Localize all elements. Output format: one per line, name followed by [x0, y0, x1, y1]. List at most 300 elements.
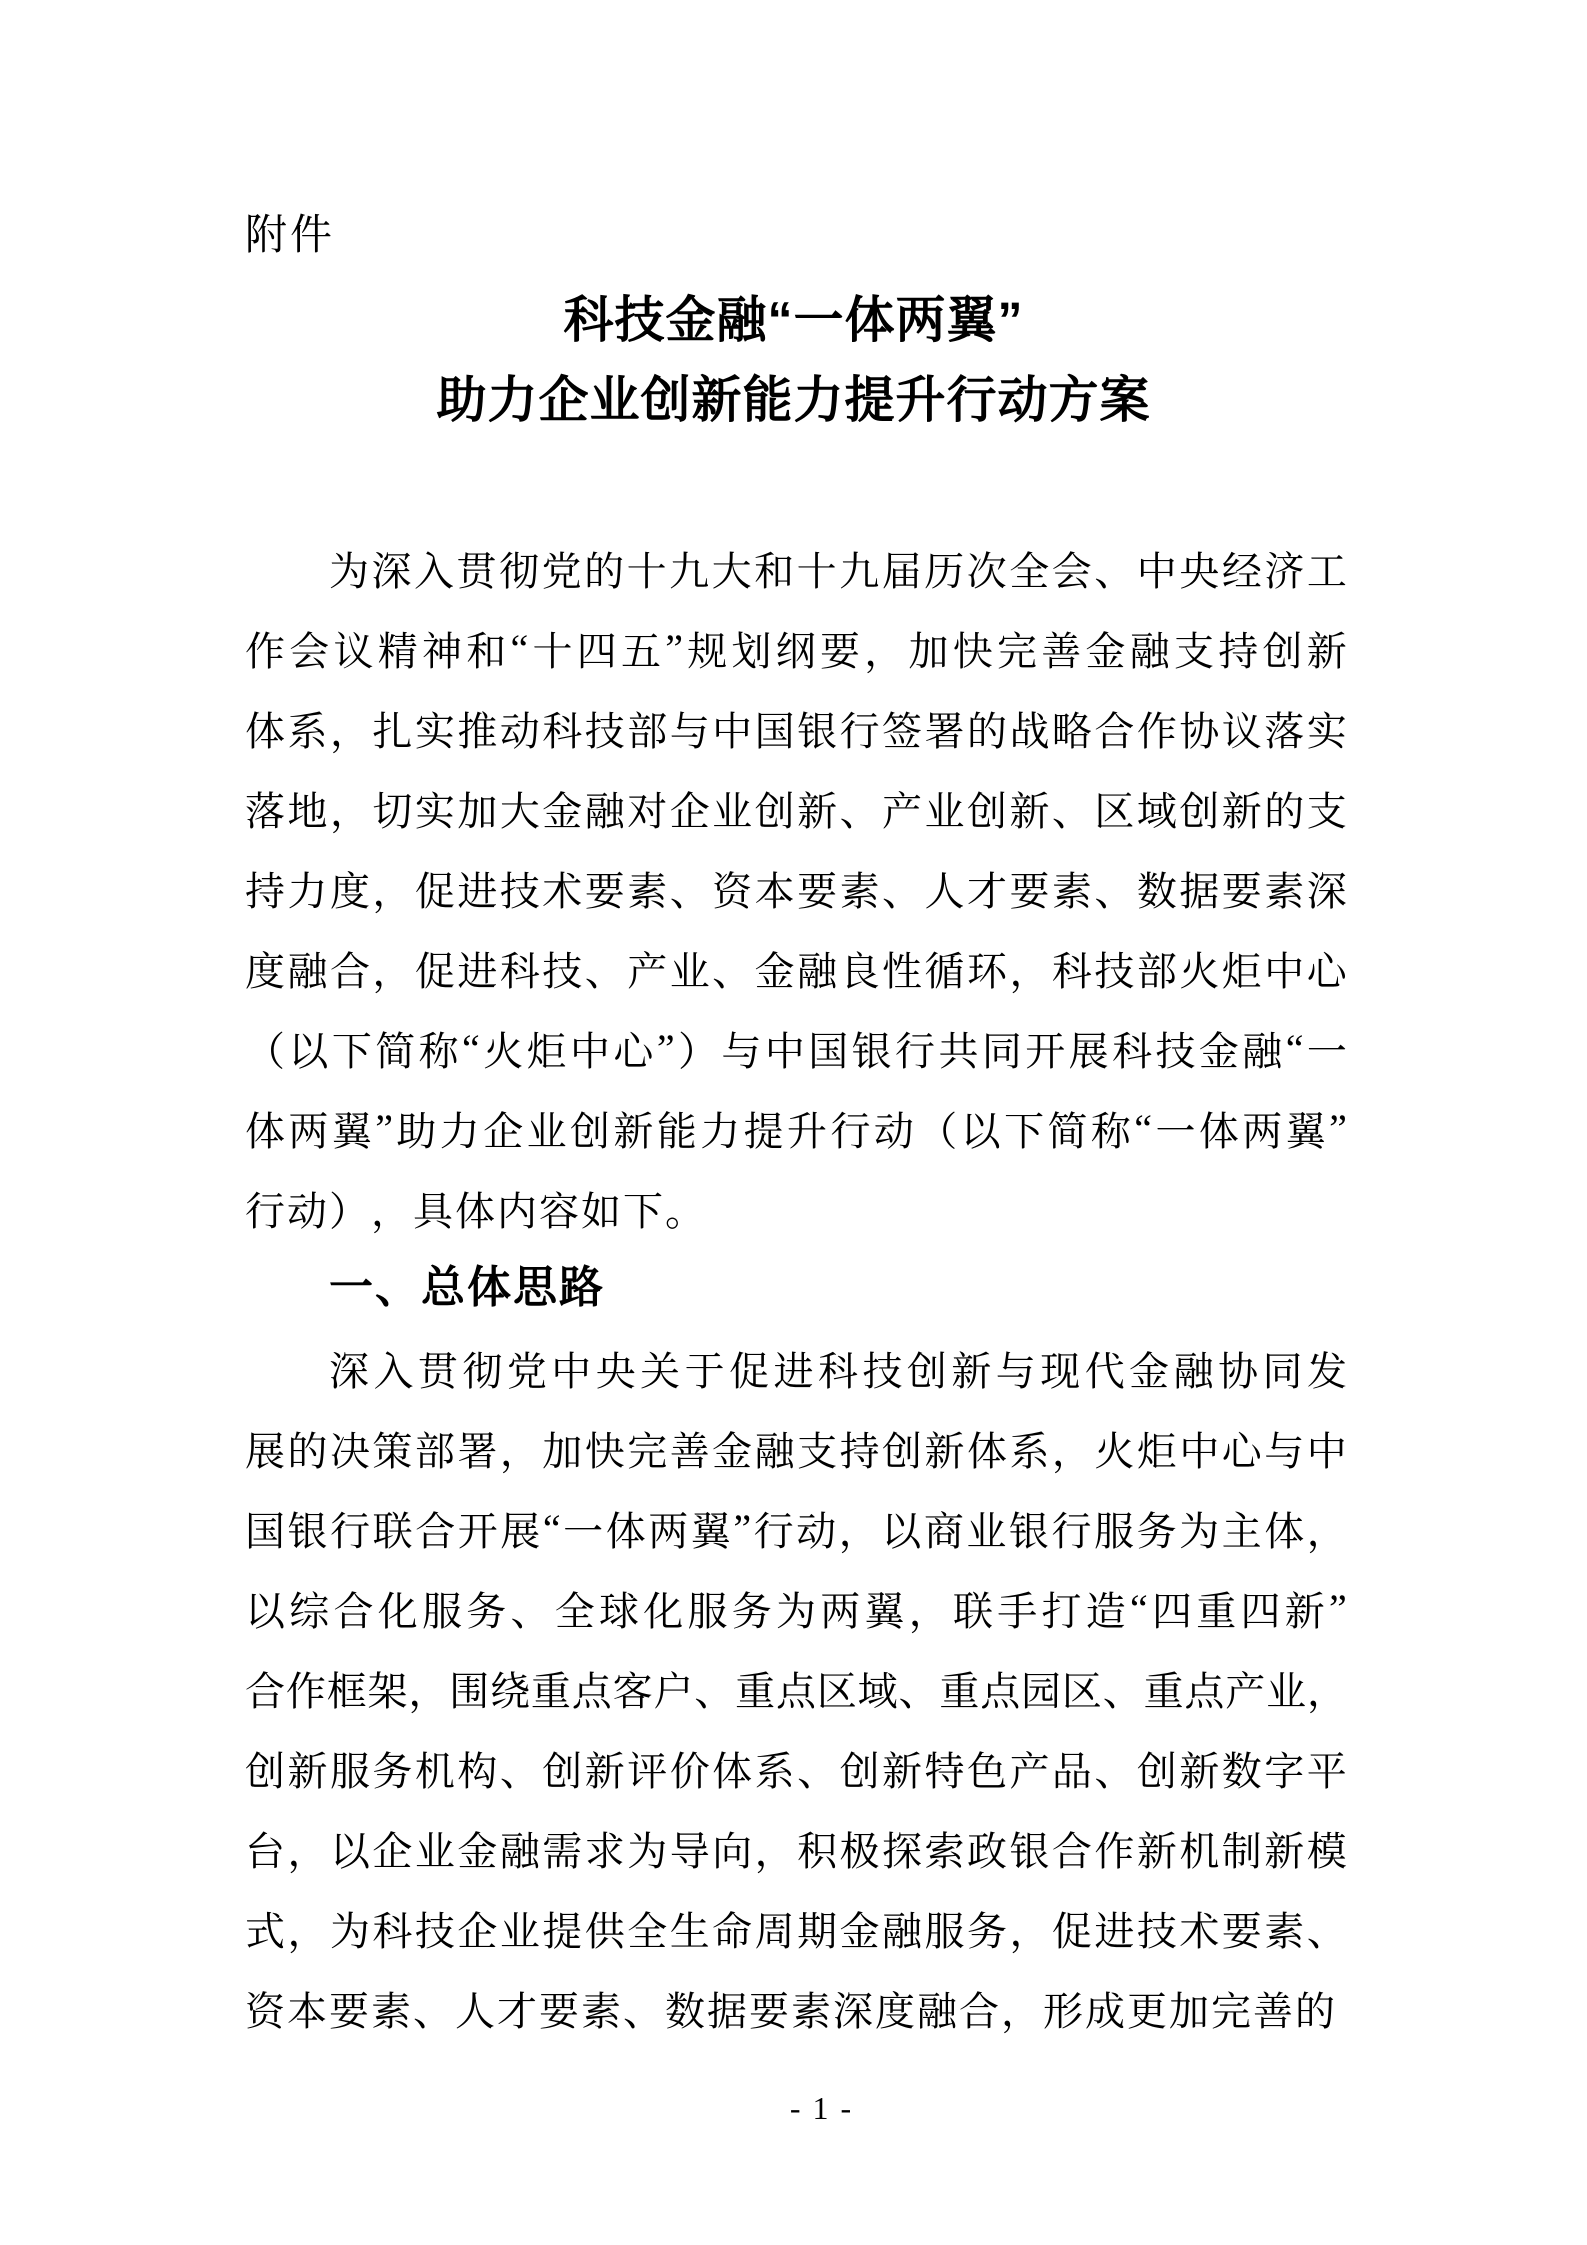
text-char: 次 [966, 548, 1007, 594]
text-char: 数 [1221, 1748, 1262, 1794]
text-char: 新 [951, 1348, 992, 1394]
text-char: 入 [373, 1348, 414, 1394]
text-line [245, 1888, 1347, 1968]
text-char: 纲 [775, 628, 816, 674]
text-char: ” [1329, 1105, 1347, 1151]
text-char: 客 [612, 1668, 653, 1714]
text-char: 贯 [417, 1348, 458, 1394]
text-char: 、 [669, 868, 710, 914]
section-1-paragraph [245, 1328, 1347, 2048]
text-char: 央 [595, 1348, 636, 1394]
text-char: ， [287, 1828, 328, 1874]
text-char: 合 [333, 1588, 374, 1634]
text-char: 十 [626, 548, 667, 594]
text-char: ， [499, 1428, 540, 1474]
text-line [245, 1808, 1347, 1888]
text-char: 议 [1221, 708, 1262, 754]
text-char: 以 [288, 1028, 329, 1074]
text-char: 索 [924, 1828, 965, 1874]
text-char: 周 [754, 1908, 795, 1954]
text-char: 要 [1221, 1908, 1262, 1954]
text-char: 切 [372, 788, 413, 834]
text-char: 创 [839, 1748, 880, 1794]
text-char: 才 [966, 868, 1007, 914]
text-char: 五 [621, 628, 662, 674]
text-line [245, 848, 1347, 928]
text-char: 国 [754, 708, 795, 754]
text-line [245, 1088, 1347, 1168]
text-char: 工 [1306, 548, 1347, 594]
text-char: 四 [1152, 1588, 1193, 1634]
text-char: 资 [712, 868, 753, 914]
text-char: 力 [439, 1108, 480, 1154]
text-char: 四 [576, 628, 617, 674]
document-title [0, 280, 1587, 440]
text-char: 化 [377, 1588, 418, 1634]
text-char: 企 [669, 788, 710, 834]
text-char: 持 [1218, 628, 1259, 674]
text-char: 共 [938, 1028, 979, 1074]
text-char: 科 [817, 1348, 858, 1394]
text-char: 的 [584, 548, 625, 594]
text-char: 加 [908, 628, 949, 674]
text-char: ， [372, 868, 413, 914]
text-char: 融 [754, 1428, 795, 1474]
text-char: 党 [506, 1348, 547, 1394]
text-char: 力 [700, 1108, 741, 1154]
text-char: 务 [966, 1908, 1007, 1954]
text-char: 术 [1179, 1908, 1220, 1954]
text-char: 全 [1009, 548, 1050, 594]
text-char: 展 [500, 1508, 541, 1554]
text-char: 的 [287, 1428, 328, 1474]
text-char: 容 [539, 1188, 579, 1234]
text-char: ” [665, 625, 684, 671]
text-char: 围 [449, 1668, 490, 1714]
text-char: 火 [1094, 1428, 1135, 1474]
text-char: 支 [1306, 788, 1347, 834]
text-char: 经 [1221, 548, 1262, 594]
text-char: 十 [796, 548, 837, 594]
text-char: 区 [1094, 788, 1135, 834]
text-char: 业 [669, 948, 710, 994]
text-char: 两 [820, 1588, 861, 1634]
text-char: 行 [330, 1508, 371, 1554]
text-char: 下 [331, 1028, 372, 1074]
text-char: 金 [1129, 1348, 1170, 1394]
text-char: 特 [924, 1748, 965, 1794]
text-char: 企 [372, 1828, 413, 1874]
text-char: 落 [1264, 708, 1305, 754]
text-char: 度 [245, 948, 285, 994]
text-char: 彻 [499, 548, 540, 594]
text-line [245, 1408, 1347, 1488]
text-char: 署 [924, 708, 965, 754]
text-char: 新 [797, 788, 838, 834]
text-char: 本 [287, 1988, 327, 2034]
text-char: 素 [839, 868, 880, 914]
text-char: 议 [333, 628, 374, 674]
text-char: 中 [1306, 1428, 1347, 1474]
text-char: 签 [882, 708, 923, 754]
text-char: 与 [669, 708, 710, 754]
text-char: 商 [923, 1508, 964, 1554]
text-line [245, 1008, 1347, 1088]
text-char: 业 [1266, 1668, 1307, 1714]
text-char: 评 [627, 1748, 668, 1794]
text-char: 科 [542, 708, 583, 754]
text-char: 服 [924, 1908, 965, 1954]
text-char: 创 [1262, 628, 1303, 674]
text-char: 系 [287, 708, 328, 754]
text-char: 式 [245, 1908, 285, 1954]
text-char: 科 [372, 1908, 413, 1954]
text-char: 升 [787, 1108, 828, 1154]
text-char: 炬 [1136, 1428, 1177, 1474]
text-char: 金 [542, 788, 583, 834]
text-char: 台 [245, 1828, 285, 1874]
text-char: 、 [623, 1988, 663, 2034]
text-line [245, 1968, 1347, 2048]
text-char: 要 [1221, 868, 1262, 914]
text-char: 供 [584, 1908, 625, 1954]
text-char: 新 [882, 1748, 923, 1794]
text-char: 动 [796, 1508, 837, 1554]
text-char: 打 [1041, 1588, 1082, 1634]
text-char: 完 [627, 1428, 668, 1474]
text-char: 部 [1136, 948, 1177, 994]
text-char: 提 [743, 1108, 784, 1154]
text-char: ） [678, 1028, 718, 1074]
text-char: 九 [669, 548, 710, 594]
text-char: 资 [245, 1988, 285, 2034]
text-char: 展 [1068, 1028, 1109, 1074]
text-char: 素 [791, 1988, 831, 2034]
text-char: 、 [584, 948, 625, 994]
text-char: 的 [1295, 1988, 1335, 2034]
text-char: 良 [839, 948, 880, 994]
text-char: 新 [584, 1748, 625, 1794]
text-char: 、 [413, 1988, 453, 2034]
text-char: 翼 [864, 1588, 905, 1634]
text-char: 要 [1009, 868, 1050, 914]
text-char: 于 [684, 1348, 725, 1394]
text-char: 数 [1136, 868, 1177, 914]
text-char: 深 [1306, 868, 1347, 914]
text-char: 具 [413, 1188, 453, 1234]
text-char: 国 [245, 1508, 285, 1554]
text-char: 下 [1004, 1108, 1045, 1154]
text-char: 合 [1094, 708, 1135, 754]
text-char: 两 [1242, 1108, 1283, 1154]
attachment-label: 附件 [245, 213, 336, 259]
text-char: 技 [1155, 1028, 1196, 1074]
text-char: 区 [1061, 1668, 1102, 1714]
text-line [245, 528, 1347, 608]
text-char: 要 [797, 868, 838, 914]
text-char: 合 [1051, 1828, 1092, 1874]
text-char: 现 [1040, 1348, 1081, 1394]
text-char: 支 [797, 1428, 838, 1474]
text-char: 新 [1221, 788, 1262, 834]
text-char: 金 [839, 1908, 880, 1954]
text-char: 素 [1051, 868, 1092, 914]
text-char: “ [1134, 1105, 1153, 1151]
text-char: 会 [289, 628, 330, 674]
text-char: 央 [1179, 548, 1220, 594]
text-char: 融 [1242, 1028, 1283, 1074]
text-char: 素 [1264, 1908, 1305, 1954]
text-char: 创 [1179, 788, 1220, 834]
text-char: 实 [414, 788, 455, 834]
text-char: 科 [1112, 1028, 1153, 1074]
text-char: 区 [816, 1668, 857, 1714]
text-char: 品 [1051, 1748, 1092, 1794]
text-char: 翼 [690, 1508, 731, 1554]
text-char: 银 [1008, 1508, 1049, 1554]
text-char: 翼 [331, 1108, 372, 1154]
text-char: 联 [953, 1588, 993, 1634]
text-char: 。 [665, 1188, 705, 1234]
text-char: 银 [851, 1028, 892, 1074]
text-char: （ [917, 1108, 958, 1154]
text-char: 两 [288, 1108, 329, 1154]
text-char: 重 [1143, 1668, 1184, 1714]
text-char: 体 [712, 1748, 753, 1794]
text-char: 融 [287, 948, 328, 994]
text-char: 动 [499, 708, 540, 754]
text-char: 以 [881, 1508, 922, 1554]
text-char: 略 [1051, 708, 1092, 754]
text-char: 银 [797, 708, 838, 754]
text-char: 助 [396, 1108, 437, 1154]
text-char: 、 [499, 1748, 540, 1794]
text-char: 创 [570, 1108, 611, 1154]
text-char: 技 [542, 948, 583, 994]
text-char: 全 [554, 1588, 595, 1634]
text-char: 内 [497, 1188, 537, 1234]
text-char: 服 [329, 1748, 370, 1794]
text-char: 合 [415, 1508, 456, 1554]
text-char: “ [1285, 1025, 1304, 1071]
text-char: 体 [455, 1188, 495, 1234]
text-char: “ [462, 1025, 480, 1071]
text-char: 度 [329, 868, 370, 914]
text-char: 人 [455, 1988, 495, 2034]
text-char: 心 [1221, 1428, 1262, 1474]
text-char: 快 [952, 628, 993, 674]
text-char: 、 [1102, 1668, 1143, 1714]
text-char: 历 [924, 548, 965, 594]
text-char: 字 [1264, 1748, 1305, 1794]
text-char: 科 [499, 948, 540, 994]
text-char: 推 [457, 708, 498, 754]
text-char: 下 [623, 1188, 663, 1234]
text-char: 融 [584, 788, 625, 834]
text-char: 党 [541, 548, 582, 594]
text-char: 为 [776, 1588, 816, 1634]
text-char: 中 [551, 1348, 592, 1394]
text-char: 业 [414, 1828, 455, 1874]
text-char: 新 [1264, 1828, 1305, 1874]
text-char: 体 [605, 1508, 646, 1554]
text-char: 产 [882, 788, 923, 834]
text-char: 服 [1094, 1508, 1135, 1554]
text-char: 框 [326, 1668, 367, 1714]
text-char: 和 [754, 548, 795, 594]
text-char: 新 [924, 1428, 965, 1474]
text-line [245, 608, 1347, 688]
text-char: 一 [1306, 1028, 1347, 1074]
text-char: ， [1009, 1908, 1050, 1954]
text-char: 产 [1225, 1668, 1266, 1714]
text-char: 合 [329, 948, 370, 994]
text-char: 、 [1094, 548, 1135, 594]
text-char: 本 [754, 868, 795, 914]
text-char: 成 [1085, 1988, 1125, 2034]
text-char: 导 [669, 1828, 710, 1874]
text-char: 机 [1179, 1828, 1220, 1874]
text-char: 促 [729, 1348, 770, 1394]
text-char: 中 [1264, 948, 1305, 994]
text-char: 力 [287, 868, 328, 914]
title-line-2: 助力企业创新能力提升行动方案 [436, 372, 1151, 428]
text-char: 促 [1051, 1908, 1092, 1954]
text-char: 作 [1136, 708, 1177, 754]
text-char: 的 [966, 708, 1007, 754]
text-char: 和 [466, 628, 507, 674]
text-char: 务 [1136, 1508, 1177, 1554]
text-char: 体 [966, 1428, 1007, 1474]
text-char: ” [375, 1105, 393, 1151]
text-char: 融 [1129, 628, 1170, 674]
text-line [245, 688, 1347, 768]
text-char: 重 [530, 1668, 571, 1714]
text-char: 为 [329, 548, 369, 594]
text-char: 要 [820, 628, 861, 674]
text-char: 、 [1051, 788, 1092, 834]
text-char: 能 [656, 1108, 697, 1154]
text-char: 银 [287, 1508, 328, 1554]
text-char: 全 [627, 1908, 668, 1954]
text-char: 重 [735, 1668, 776, 1714]
text-char: 作 [245, 628, 285, 674]
text-char: 中 [1179, 1428, 1220, 1474]
text-char: 同 [981, 1028, 1022, 1074]
text-char: 素 [1264, 868, 1305, 914]
text-char: 行 [245, 1188, 285, 1234]
text-char: ， [287, 1908, 328, 1954]
text-char: 善 [1041, 628, 1082, 674]
text-char: 数 [665, 1988, 705, 2034]
text-char: 构 [457, 1748, 498, 1794]
text-char: 产 [627, 948, 668, 994]
text-char: 进 [457, 868, 498, 914]
text-char: 加 [457, 788, 498, 834]
text-char: 开 [1025, 1028, 1066, 1074]
section-1-heading: 一、总体思路 [329, 1263, 605, 1312]
text-char: ， [408, 1668, 449, 1714]
text-char: 关 [640, 1348, 681, 1394]
text-char: 域 [857, 1668, 898, 1714]
text-char: 要 [584, 868, 625, 914]
text-char: 会 [1051, 548, 1092, 594]
text-char: 一 [1155, 1108, 1196, 1154]
text-char: 大 [711, 548, 752, 594]
text-char: 行 [839, 708, 880, 754]
text-char: 促 [414, 868, 455, 914]
text-char: 两 [648, 1508, 689, 1554]
text-char: 新 [1284, 1588, 1325, 1634]
text-line [245, 928, 1347, 1008]
text-char: 业 [966, 1508, 1007, 1554]
text-char: ， [329, 788, 370, 834]
text-char: ， [908, 1588, 949, 1634]
text-char: 同 [1262, 1348, 1303, 1394]
text-char: 务 [466, 1588, 507, 1634]
text-char: 策 [372, 1428, 413, 1474]
text-char: 开 [457, 1508, 498, 1554]
text-char: 行 [895, 1028, 936, 1074]
text-char: 以 [960, 1108, 1001, 1154]
text-char: 要 [539, 1988, 579, 2034]
text-char: 融 [797, 948, 838, 994]
text-char: 协 [1218, 1348, 1259, 1394]
text-char: 据 [707, 1988, 747, 2034]
text-line [245, 1568, 1347, 1648]
text-line [245, 1328, 1347, 1408]
text-char: “ [542, 1505, 561, 1551]
text-char: 度 [875, 1988, 915, 2034]
text-char: 动 [287, 1188, 327, 1234]
text-char: 体 [245, 708, 285, 754]
text-char: 落 [245, 788, 285, 834]
text-char: 持 [839, 1428, 880, 1474]
text-char: 中 [764, 1028, 805, 1074]
text-char: 提 [542, 1908, 583, 1954]
text-char: 完 [997, 628, 1038, 674]
text-char: 素 [581, 1988, 621, 2034]
text-char: 融 [1173, 1348, 1214, 1394]
text-char: 融 [917, 1988, 957, 2034]
text-char: ， [864, 628, 905, 674]
text-char: 十 [532, 628, 573, 674]
text-char: 部 [414, 1428, 455, 1474]
text-char: 重 [939, 1668, 980, 1714]
text-char: 创 [882, 1428, 923, 1474]
text-char: 形 [1043, 1988, 1083, 2034]
text-char: 系 [1009, 1428, 1050, 1474]
text-char: 才 [497, 1988, 537, 2034]
text-char: 称 [1090, 1108, 1131, 1154]
text-char: 金 [754, 948, 795, 994]
text-char: 金 [1085, 628, 1126, 674]
text-char: 融 [499, 1828, 540, 1874]
title-line-1: 科技金融“一体两翼” [563, 292, 1024, 348]
text-char: 企 [483, 1108, 524, 1154]
text-char: 、 [882, 868, 923, 914]
text-char: 积 [797, 1828, 838, 1874]
text-char: 合 [245, 1668, 285, 1714]
text-char: 持 [245, 868, 285, 914]
text-char: 加 [542, 1428, 583, 1474]
text-char: ， [329, 708, 370, 754]
text-char: 届 [881, 548, 922, 594]
text-line [245, 1728, 1347, 1808]
text-char: 产 [1009, 1748, 1050, 1794]
text-char: 联 [372, 1508, 413, 1554]
text-char: 地 [287, 788, 328, 834]
